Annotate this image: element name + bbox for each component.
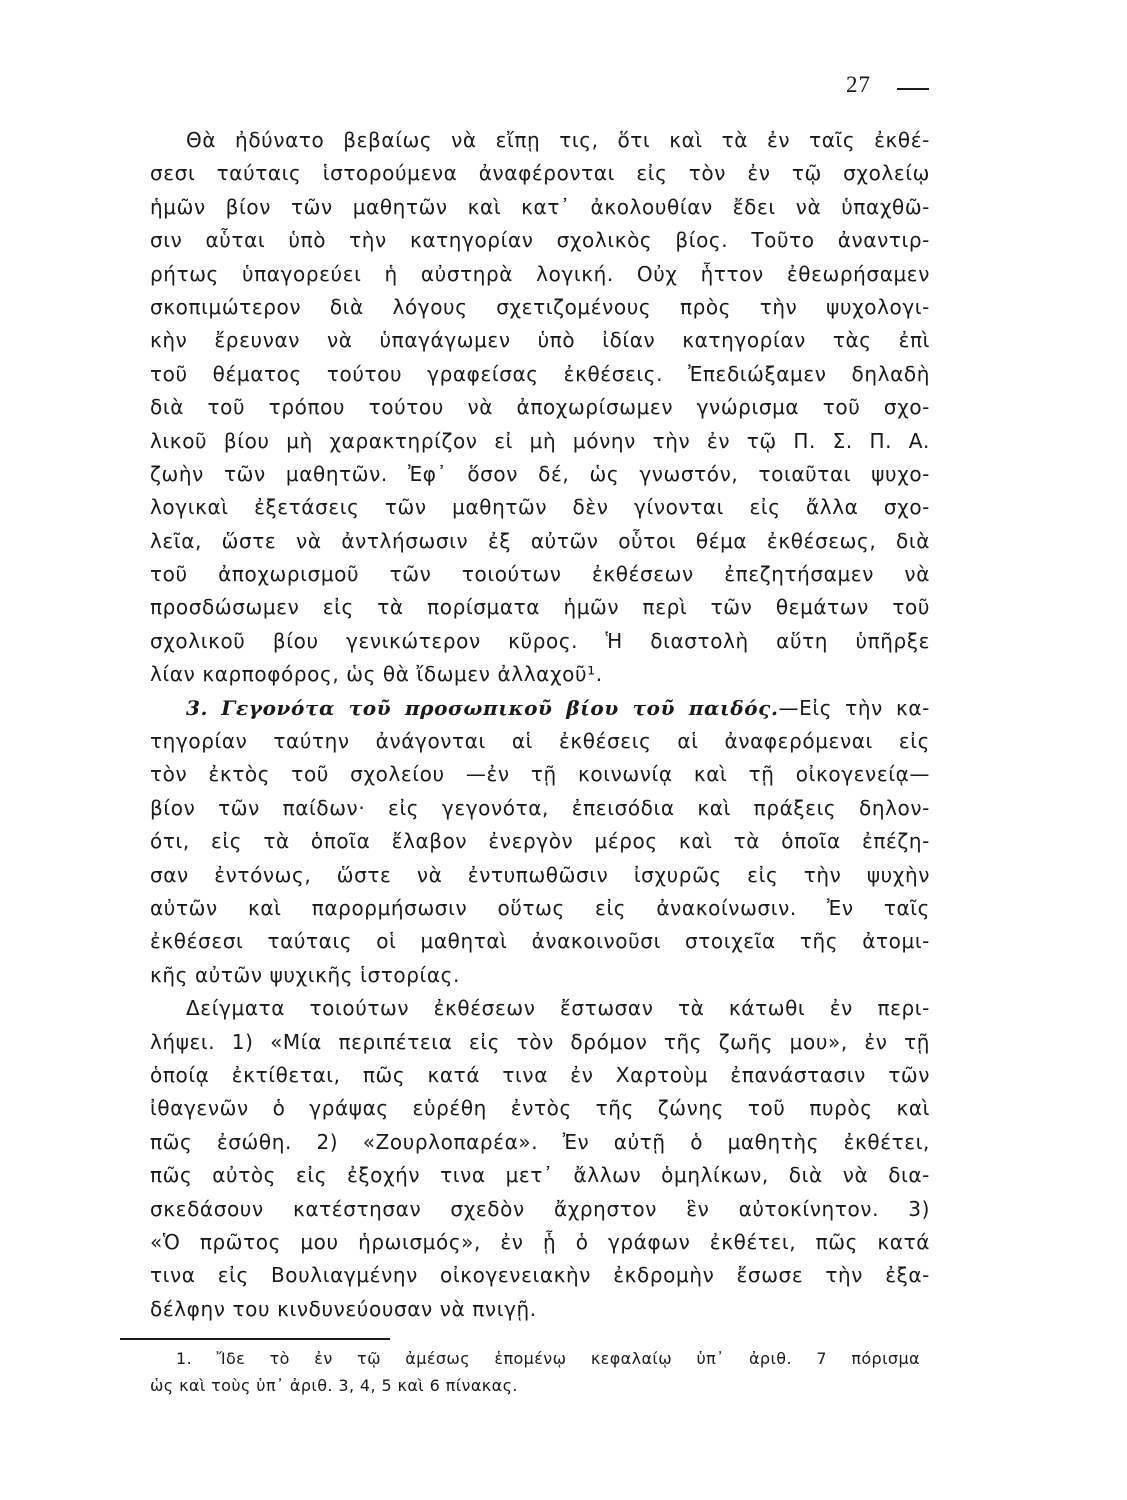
text-line: πῶς ἐσώθη. 2) «Ζουρλοπαρέα». Ἐν αὐτῇ ὁ μαθητὴς ἐκθέτει, xyxy=(150,1129,930,1154)
text-line: λεῖα, ὥστε νὰ ἀντλήσωσιν ἐξ αὐτῶν οὗτοι θέμα ἐκθέσεως, διὰ xyxy=(150,528,930,553)
text-line: ἰθαγενῶν ὁ γράψας εὑρέθη ἐντὸς τῆς ζώνης τοῦ πυρὸς καὶ xyxy=(150,1096,930,1121)
text-line: σιν αὗται ὑπὸ τὴν κατηγορίαν σχολικὸς βίος. Τοῦτο ἀναντιρ- xyxy=(150,228,930,253)
footnote-line: 1. Ἴδε τὸ ἐν τῷ ἀμέσως ἑπομένῳ κεφαλαίῳ ὑπ᾽ ἀριθ. 7 πόρισμα xyxy=(176,1349,920,1368)
text-line: τὸν ἐκτὸς τοῦ σχολείου —ἐν τῇ κοινωνίᾳ καὶ τῇ οἰκογενείᾳ— xyxy=(150,762,930,787)
text-line: πῶς αὐτὸς εἰς ἐξοχήν τινα μετ᾽ ἄλλων ὁμηλίκων, διὰ νὰ δια- xyxy=(150,1163,930,1188)
paragraph-3 xyxy=(150,992,930,1326)
text-line: ζωὴν τῶν μαθητῶν. Ἐφ᾽ ὅσον δέ, ὡς γνωστόν, τοιαῦται ψυχο- xyxy=(150,461,930,486)
text-line: λογικαὶ ἐξετάσεις τῶν μαθητῶν δὲν γίνονται εἰς ἄλλα σχο- xyxy=(150,495,930,520)
text-line: τινα εἰς Βουλιαγμένην οἰκογενειακὴν ἐκδρομὴν ἔσωσε τὴν ἐξα- xyxy=(150,1263,930,1288)
text-line: ἐκθέσεσι ταύταις οἱ μαθηταὶ ἀνακοινοῦσι στοιχεῖα τῆς ἀτομι- xyxy=(150,929,930,954)
main-text xyxy=(150,124,930,1326)
text-line: δέλφην του κινδυνεύουσαν νὰ πνιγῇ. xyxy=(150,1296,537,1321)
text-line: κὴν ἔρευναν νὰ ὑπαγάγωμεν ὑπὸ ἰδίαν κατηγορίαν τὰς ἐπὶ xyxy=(150,328,930,353)
text-line: σαν ἐντόνως, ὥστε νὰ ἐντυπωθῶσιν ἰσχυρῶς εἰς τὴν ψυχὴν xyxy=(150,862,930,887)
section-number: 3. xyxy=(186,695,209,720)
text-line: τοῦ θέματος τούτου γραφείσας ἐκθέσεις. Ἐπεδιώξαμεν δηλαδὴ xyxy=(150,361,930,386)
footnote-line: ὡς καὶ τοὺς ὑπ᾽ ἀριθ. 3, 4, 5 καὶ 6 πίνακας. xyxy=(150,1376,518,1395)
text-line: διὰ τοῦ τρόπου τούτου νὰ ἀποχωρίσωμεν γνώρισμα τοῦ σχο- xyxy=(150,395,930,420)
text-line: Θὰ ἠδύνατο βεβαίως νὰ εἴπῃ τις, ὅτι καὶ τὰ ἐν ταῖς ἐκθέ- xyxy=(186,128,930,152)
text-line: ότι, εἰς τὰ ὁποῖα ἔλαβον ἐνεργὸν μέρος καὶ τὰ ὁποῖα ἐπέζη- xyxy=(150,829,930,854)
paragraph-1 xyxy=(150,124,930,692)
paragraph-2 xyxy=(150,692,930,993)
page-number: 27 xyxy=(846,72,871,97)
footnote-divider xyxy=(120,1338,390,1340)
text-line: λήψει. 1) «Μία περιπέτεια εἰς τὸν δρόμον τῆς ζωῆς μου», ἐν τῇ xyxy=(150,1029,930,1054)
text-line: σκεδάσουν κατέστησαν σχεδὸν ἄχρηστον ἓν αὐτοκίνητον. 3) xyxy=(150,1196,930,1221)
text-line: ρήτως ὑπαγορεύει ἡ αὐστηρὰ λογική. Οὐχ ἧττον ἐθεωρήσαμεν xyxy=(150,261,930,286)
text-line: λικοῦ βίου μὴ χαρακτηρίζον εἰ μὴ μόνην τὴν ἐν τῷ Π. Σ. Π. Α. xyxy=(150,428,930,453)
text-line: ἡμῶν βίον τῶν μαθητῶν καὶ κατ᾽ ἀκολουθίαν ἔδει νὰ ὑπαχθῶ- xyxy=(150,194,930,219)
section-first-line-rest: —Εἰς τὴν κα- xyxy=(778,695,930,720)
section-title: Γεγονότα τοῦ προσωπικοῦ βίου τοῦ παιδός. xyxy=(221,695,779,720)
text-line: αὐτῶν καὶ παρορμήσωσιν οὕτως εἰς ἀνακοίνωσιν. Ἐν ταῖς xyxy=(150,895,930,920)
text-line: τοῦ ἀποχωρισμοῦ τῶν τοιούτων ἐκθέσεων ἐπεζητήσαμεν νὰ xyxy=(150,562,930,587)
text-line: σεσι ταύταις ἱστορούμενα ἀναφέρονται εἰς τὸν ἐν τῷ σχολείῳ xyxy=(150,161,930,186)
text-line: κῆς αὐτῶν ψυχικῆς ἱστορίας. xyxy=(150,962,460,987)
text-line: λίαν καρποφόρος, ὡς θὰ ἴδωμεν ἀλλαχοῦ¹. xyxy=(150,662,603,687)
text-line: Δείγματα τοιούτων ἐκθέσεων ἔστωσαν τὰ κάτωθι ἐν περι- xyxy=(186,996,930,1021)
footnotes xyxy=(150,1345,920,1399)
text-line: βίον τῶν παίδων· εἰς γεγονότα, ἐπεισόδια καὶ πράξεις δηλον- xyxy=(150,795,930,820)
text-line: σχολικοῦ βίου γενικώτερον κῦρος. Ἡ διαστολὴ αὕτη ὑπῆρξε xyxy=(150,628,930,653)
text-line: προσδώσωμεν εἰς τὰ πορίσματα ἡμῶν περὶ τῶν θεμάτων τοῦ xyxy=(150,595,930,620)
text-line: τηγορίαν ταύτην ἀνάγονται αἱ ἐκθέσεις αἱ ἀναφερόμεναι εἰς xyxy=(150,729,930,754)
section-heading-line xyxy=(150,692,930,725)
text-line: σκοπιμώτερον διὰ λόγους σχετιζομένους πρὸς τὴν ψυχολογι- xyxy=(150,294,930,319)
page-number-dash xyxy=(897,88,929,90)
text-line: ὁποίᾳ ἐκτίθεται, πῶς κατά τινα ἐν Χαρτοὺμ ἐπανάστασιν τῶν xyxy=(150,1062,930,1087)
text-line: «Ὁ πρῶτος μου ἡρωισμός», ἐν ᾗ ὁ γράφων ἐκθέτει, πῶς κατά xyxy=(150,1229,930,1254)
